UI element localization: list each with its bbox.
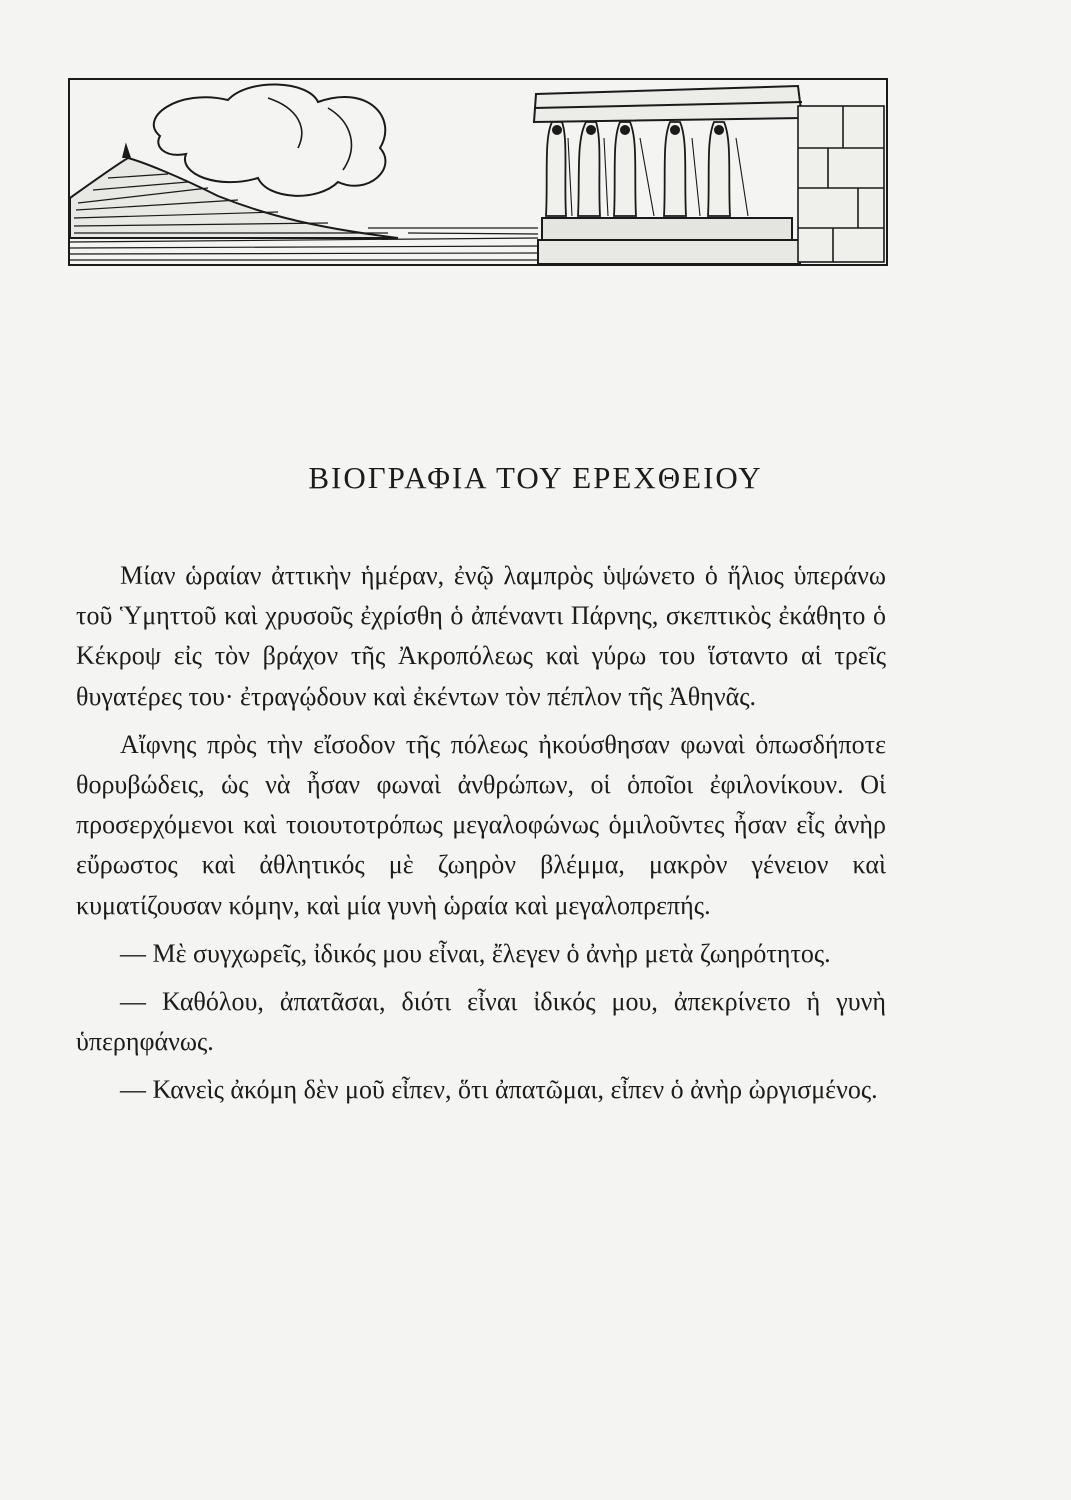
erechtheion-landscape-illustration	[68, 78, 888, 266]
page-title: ΒΙΟΓΡΑΦΙΑ ΤΟΥ ΕΡΕΧΘΕΙΟΥ	[308, 460, 763, 495]
body-text	[76, 556, 886, 1111]
paragraph: Μίαν ὡραίαν ἀττικὴν ἡμέραν, ἐνῷ λαμπρὸς ὑψώνετο ὁ ἥλιος ὑπεράνω τοῦ Ὑμηττοῦ καὶ χρυσοῦς ἐχρίσθη ὁ ἀπέναντι Πάρνης, σκεπτικὸς ἐκάθητο ὁ Κέκροψ εἰς τὸν βράχον τῆς Ἀκροπόλεως καὶ γύρω του ἵσταντο αἱ τρεῖς θυγατέρες του· ἐτραγῴδουν καὶ ἐκέντων τὸν πέπλον τῆς Ἀθηνᾶς.	[76, 561, 886, 711]
paragraph: Αἴφνης πρὸς τὴν εἴσοδον τῆς πόλεως ἠκούσθησαν φωναὶ ὁπωσδήποτε θορυβώδεις, ὡς νὰ ἦσαν φωναὶ ἀνθρώπων, οἱ ὁποῖοι ἐφιλονίκουν. Οἱ προσερχόμενοι καὶ τοιουτοτρόπως μεγαλοφώνως ὁμιλοῦντες ἦσαν εἷς ἀνὴρ εὔρωστος καὶ ἀθλητικός μὲ ζωηρὸν βλέμμα, μακρὸν γένειον καὶ κυματίζουσαν κόμην, καὶ μία γυνὴ ὡραία καὶ μεγαλοπρεπής.	[76, 729, 886, 920]
dialogue-line: — Καθόλου, ἀπατᾶσαι, διότι εἶναι ἰδικός μου, ἀπεκρίνετο ἡ γυνὴ ὑπερηφάνως.	[76, 987, 886, 1057]
header-illustration	[68, 78, 888, 266]
dialogue-line: — Κανεὶς ἀκόμη δὲν μοῦ εἶπεν, ὅτι ἀπατῶμαι, εἶπεν ὁ ἀνὴρ ὠργισμένος.	[120, 1075, 878, 1105]
dialogue-line: — Μὲ συγχωρεῖς, ἰδικός μου εἶναι, ἔλεγεν ὁ ἀνὴρ μετὰ ζωηρότητος.	[120, 938, 831, 968]
